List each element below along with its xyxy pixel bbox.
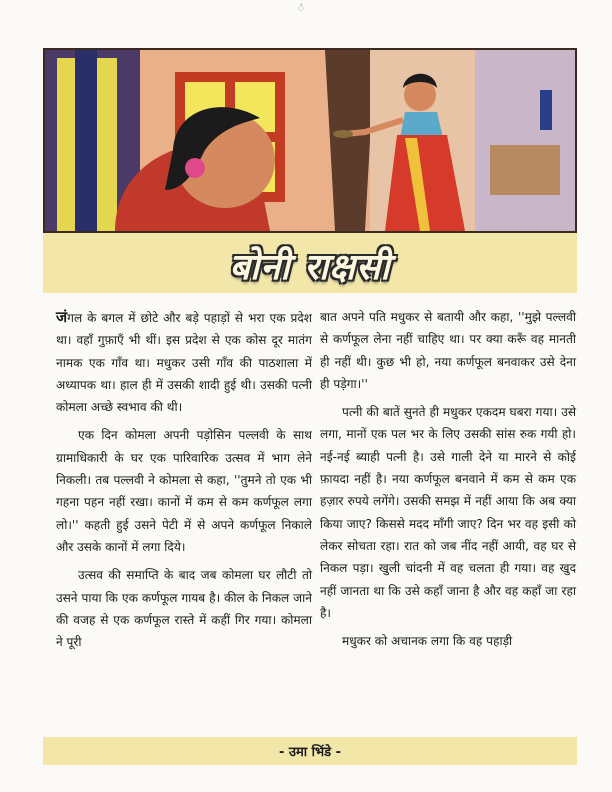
top-mark: ं [298,3,304,14]
back-wall [475,50,575,231]
author-byline: - उमा भिंडे - [278,745,342,760]
paragraph: मधुकर को अचानक लगा कि वह पहाड़ी [342,634,513,649]
author-band [43,737,577,765]
paragraph [56,306,312,418]
paragraph: एक दिन कोमला अपनी पड़ोसिन पल्लवी के साथ ग्रामाधिकारी के घर एक पारिवारिक उत्सव में भाग लेने निकली। तब पल्लवी ने कोमला से कहा, ''तुमने तो एक भी गहना पहन नहीं रखा। कानों में कम से कम कर्णफूल लगा लो।'' कहती हुई उसने पेटी में से अपने कर्णफूल निकाले और उसके कानों में लगा दिये। [56,428,312,554]
story-illustration [43,48,577,233]
hanging-cloth [540,90,552,130]
paragraph: बात अपने पति मधुकर से बतायी और कहा, ''मुझे पल्लवी से कर्णफूल लेना नहीं चाहिए था। पर क्या करूँ वह मानती ही नहीं थी। कुछ भी हो, नया कर्णफूल बनवाकर उसे देना ही पड़ेगा।'' [320,310,576,391]
paragraph: पत्नी की बातें सुनते ही मधुकर एकदम घबरा गया। उसे लगा, मानों एक पल भर के लिए उसकी सांस रुक गयी हो। नई-नई ब्याही पत्नी है। उसे गाली देने या मारने से कोई फ़ायदा नहीं है। नया कर्णफूल बनवाने में कम से कम एक हज़ार रुपये लगेंगे। उसकी समझ में नहीं आया कि अब क्या किया जाए? किससे मदद माँगी जाए? दिन भर वह इसी को लेकर सोचता रहा। रात को जब नींद नहीं आयी, वह घर से निकल पड़ा। खुली चांदनी में वह चलता ही गया। वह खुद नहीं जानता था कि उसे कहाँ जाना है और वह कहाँ जा रहा है। [320,405,576,620]
lamp [333,130,353,138]
text-column-left [56,306,312,653]
hair-flower [185,158,205,178]
title-band [43,233,577,293]
curtain-stripe [75,50,97,231]
woman-right-blouse [400,112,443,138]
paragraph: उत्सव की समाप्ति के बाद जब कोमला घर लौटी तो उसने पाया कि एक कर्णफूल गायब है। कील के निकल जाने की वजह से एक कर्णफूल रास्ते में कहीं गिर गया। कोमला ने पूरी [56,568,312,650]
chest [490,145,560,195]
illustration-scene [45,50,575,231]
paragraph-text: गल के बगल में छोटे और बड़े पहाड़ों से भरा एक प्रदेश था। वहाँ गुफ़ाएँ भी थीं। इस प्रदेश से एक कोस दूर मातंग नामक एक गाँव था। मधुकर उसी गाँव की पाठशाला में अध्यापक था। हाल ही में उसकी शादी हुई थी। उसकी पत्नी कोमला अच्छे स्वभाव की थी। [56,311,312,415]
text-column-right [320,306,576,652]
story-title: बोनी राक्षसी [229,246,391,288]
drop-cap: जं [56,308,68,326]
